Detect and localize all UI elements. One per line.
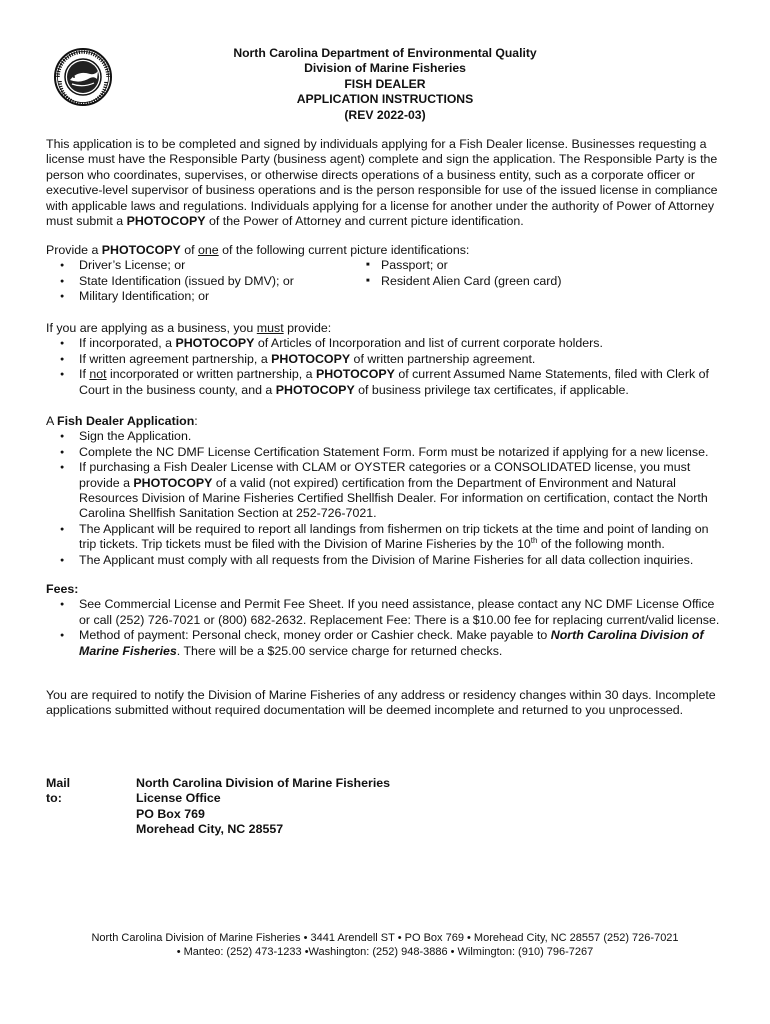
list-item: ■ Passport; or [363, 258, 561, 273]
address-line: License Office [136, 791, 221, 806]
list-item: ● Driver’s License; or [46, 258, 294, 273]
picture-id-list-right [363, 258, 561, 289]
division-title: Division of Marine Fisheries [304, 61, 466, 76]
intro-paragraph: This application is to be completed and signed by individuals applying for a Fish Dealer license. Businesses requesting a license must have the Responsible Party (business agent) complete and sign the application. The Responsible Party is the person who coordinates, supervises, or otherwise directs operations of a business entity, such as a corporate officer or executive-level supervisor of business operations and is the person responsible for use of the issued license in compliance with applicable laws and regulations. Individuals applying for a license for another under the authority of Power of Attorney must submit a PHOTOCOPY of the Power of Attorney and current picture identification. [46, 137, 718, 229]
fish-dealer-application-section: A Fish Dealer Application: ● Sign the Application. ● Complete the NC DMF License Certification Statement Form. Form must be notarized if applying for a new license. ● If purchasing a Fish Dealer License with CLAM or OYSTER categories or a CONSOLIDATED license, you must provide a PHOTOCOPY of a valid (not expired) certification from the Department of Environment and Natural Resources Division of Marine Fisheries Certified Shellfish Dealer. For information on certification, contact the North Carolina Shellfish Sanitation Section at 252-726-7021. ● The Applicant will be required to report all landings from fishermen on trip tickets at the time and point of landing on trip tickets. Trip tickets must be filed with the Division of Marine Fisheries by the 10th of the following month. ● The Applicant must comply with all requests from the Division of Marine Fisheries for all data collection inquiries. [46, 414, 726, 568]
list-item: ● If purchasing a Fish Dealer License with CLAM or OYSTER categories or a CONSOLIDATED license, you must provide a PHOTOCOPY of a valid (not expired) certification from the Department of Environment and Natural Resources Division of Marine Fisheries Certified Shellfish Dealer. For information on certification, contact the North Carolina Shellfish Sanitation Section at 252-726-7021. [46, 460, 726, 522]
address-line: North Carolina Division of Marine Fisheries [136, 776, 391, 790]
list-item: ● State Identification (issued by DMV); or [46, 274, 294, 289]
mail-to-label: Mail to: [46, 776, 71, 806]
notice-paragraph: You are required to notify the Division of Marine Fisheries of any address or residency changes within 30 days. Incomplete applications submitted without required documentation will be deemed incomplete and returned to you unprocessed. [46, 688, 716, 718]
business-requirements-section: If you are applying as a business, you must provide: ● If incorporated, a PHOTOCOPY of Articles of Incorporation and list of current corporate holders. ● If written agreement partnership, a PHOTOCOPY of written partnership agreement. ● If not incorporated or written partnership, a PHOTOCOPY of current Assumed Name Statements, filed with Clerk of Court in the business county, and a PHOTOCOPY of business privilege tax certificates, if applicable. [46, 321, 726, 398]
list-item: ● Sign the Application. [46, 429, 726, 444]
list-item: ● Method of payment: Personal check, money order or Cashier check. Make payable to North Carolina Division of Marine Fisheries. There will be a $25.00 service charge for returned checks. [46, 628, 726, 659]
footer-line: North Carolina Division of Marine Fisheries • 3441 Arendell ST • PO Box 769 • Morehead City, NC 28557 (252) 726-7021 [91, 932, 679, 944]
address-line: Morehead City, NC 28557 [136, 822, 284, 837]
department-title: North Carolina Department of Environmental Quality [233, 46, 537, 60]
page-footer [0, 931, 770, 959]
footer-line: • Manteo: (252) 473-1233 •Washington: (252) 948-3886 • Wilmington: (910) 796-7267 [176, 946, 594, 958]
list-item: ● If incorporated, a PHOTOCOPY of Articles of Incorporation and list of current corporate holders. [46, 336, 726, 351]
list-item: ■ Resident Alien Card (green card) [363, 274, 561, 289]
license-type-title: FISH DEALER [344, 76, 426, 91]
picture-id-lead: Provide a PHOTOCOPY of one of the following current picture identifications: [46, 243, 470, 257]
list-item: ● If not incorporated or written partnership, a PHOTOCOPY of current Assumed Name Statements, filed with Clerk of Court in the business county, and a PHOTOCOPY of business privilege tax certificates, if applicable. [46, 367, 726, 398]
fees-section [46, 582, 726, 659]
fees-heading: Fees: [46, 582, 79, 596]
list-item: ● If written agreement partnership, a PHOTOCOPY of written partnership agreement. [46, 352, 726, 367]
document-title: APPLICATION INSTRUCTIONS [296, 92, 474, 107]
picture-id-section [46, 243, 726, 304]
list-item: ● See Commercial License and Permit Fee Sheet. If you need assistance, please contact any NC DMF License Office or call (252) 726-7021 or (800) 682-2632. Replacement Fee: There is a $10.00 fee for replacing current/valid license. [46, 597, 726, 628]
picture-id-list-left [46, 258, 294, 304]
address-line: PO Box 769 [136, 806, 205, 821]
revision-label: (REV 2022-03) [344, 107, 426, 122]
document-header [0, 46, 770, 123]
list-item: ● Complete the NC DMF License Certification Statement Form. Form must be notarized if applying for a new license. [46, 445, 726, 460]
list-item: ● Military Identification; or [46, 289, 294, 304]
list-item: ● The Applicant will be required to report all landings from fishermen on trip tickets at the time and point of landing on trip tickets. Trip tickets must be filed with the Division of Marine Fisheries by the 10th of the following month. [46, 522, 726, 553]
list-item: ● The Applicant must comply with all requests from the Division of Marine Fisheries for all data collection inquiries. [46, 553, 726, 568]
